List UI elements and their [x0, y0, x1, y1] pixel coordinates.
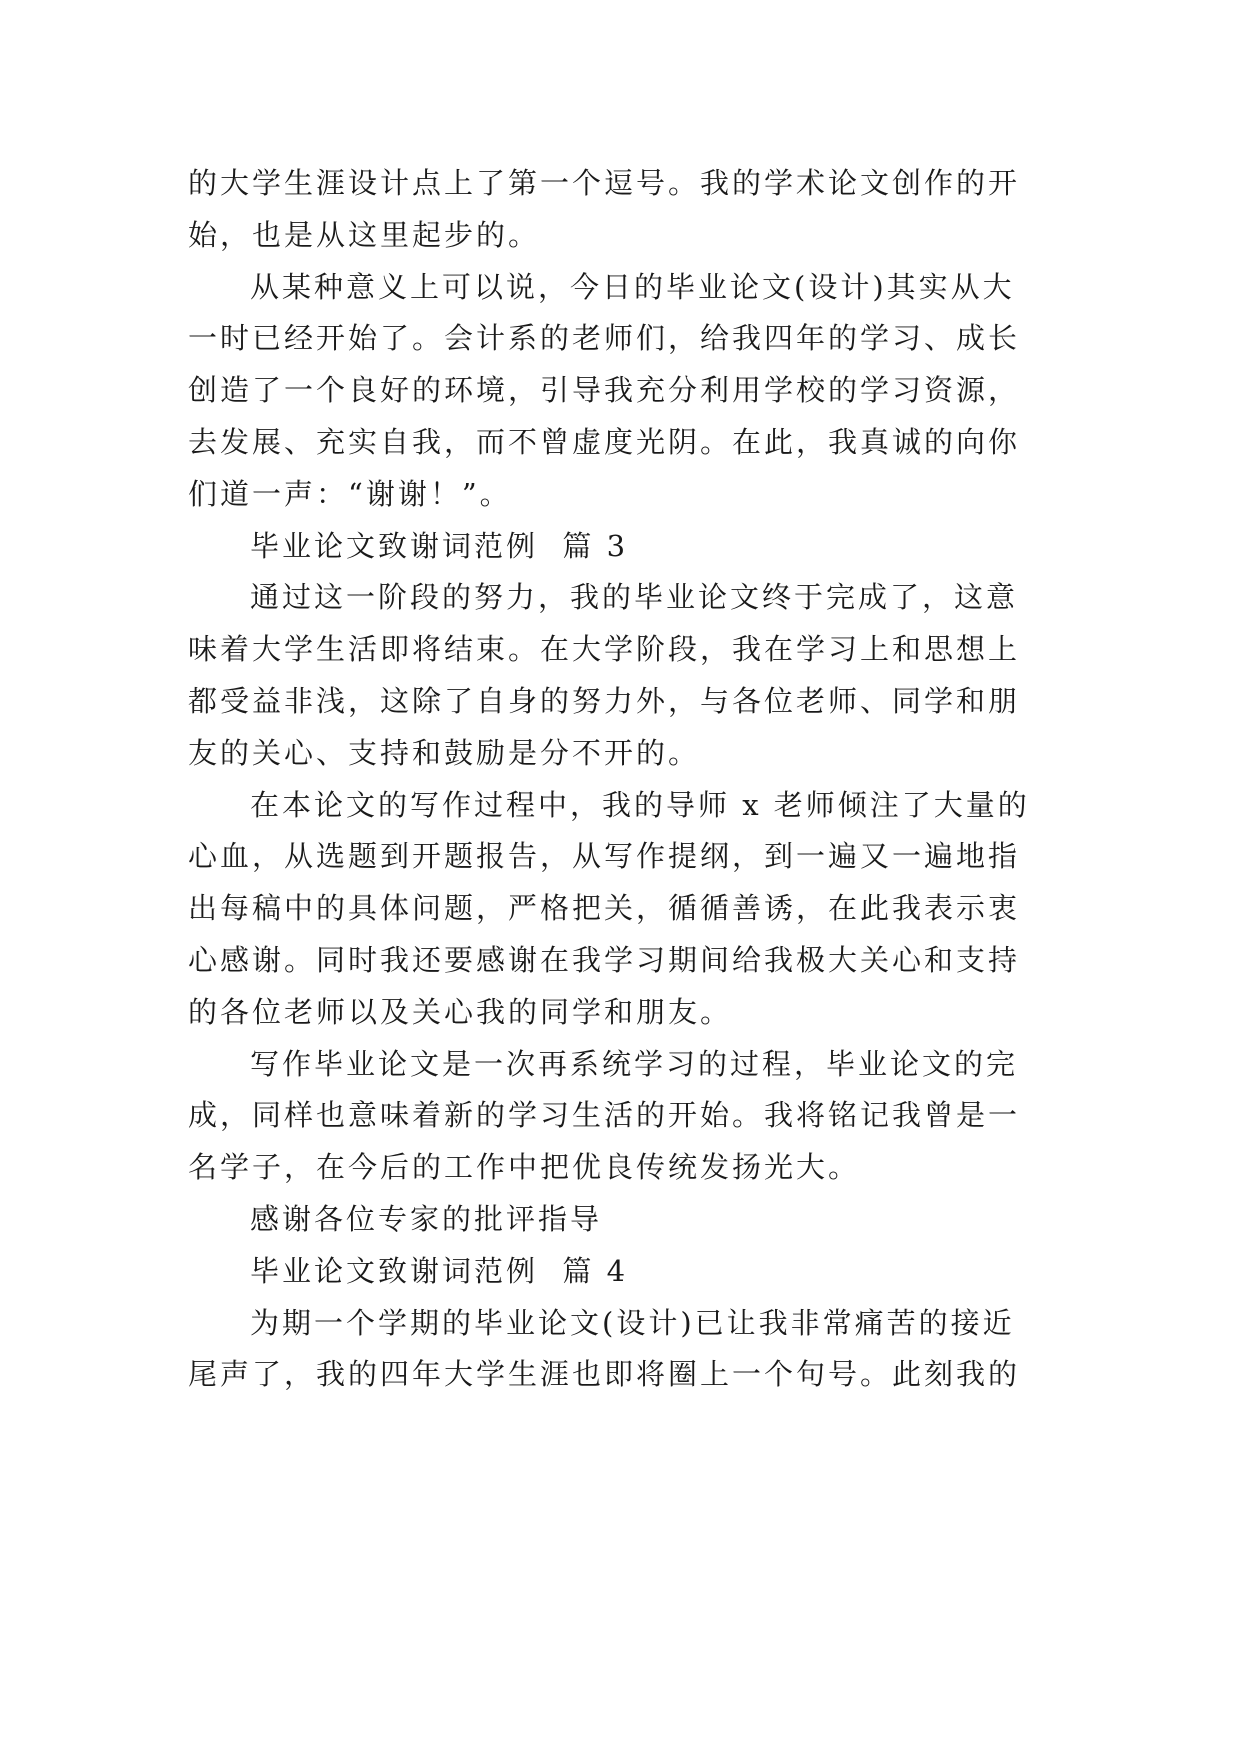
text-line: 的大学生涯设计点上了第一个逗号。我的学术论文创作的开	[188, 166, 1021, 200]
text-line: 友的关心、支持和鼓励是分不开的。	[188, 735, 701, 770]
paragraph	[188, 572, 1058, 779]
text-line: 心感谢。同时我还要感谢在我学习期间给我极大关心和支持	[188, 942, 1021, 977]
paragraph	[188, 780, 1058, 1039]
text-line: 出每稿中的具体问题，严格把关，循循善诱，在此我表示衷	[188, 891, 1021, 926]
text-line: 成，同样也意味着新的学习生活的开始。我将铭记我曾是一	[188, 1098, 1021, 1133]
document-body	[188, 158, 1058, 1401]
paragraph-continued	[188, 158, 1058, 262]
text-line: 去发展、充实自我，而不曾虚度光阴。在此，我真诚的向你	[188, 424, 1021, 459]
text-line: 始，也是从这里起步的。	[188, 217, 541, 252]
text-line: 从某种意义上可以说，今日的毕业论文(设计)其实从大	[250, 269, 1015, 304]
text-line: 味着大学生活即将结束。在大学阶段，我在学习上和思想上	[188, 632, 1021, 667]
text-line: 写作毕业论文是一次再系统学习的过程，毕业论文的完	[250, 1046, 1019, 1081]
text-line: 创造了一个良好的环境，引导我充分利用学校的学习资源，	[188, 373, 1021, 408]
section-heading	[188, 521, 1058, 573]
heading-text: 毕业论文致谢词范例 篇 3	[250, 528, 629, 563]
paragraph	[188, 1194, 1058, 1246]
paragraph	[188, 262, 1058, 521]
text-line: 的各位老师以及关心我的同学和朋友。	[188, 994, 733, 1029]
heading-text: 毕业论文致谢词范例 篇 4	[250, 1253, 629, 1288]
section-heading	[188, 1246, 1058, 1298]
paragraph	[188, 1298, 1058, 1402]
text-line: 为期一个学期的毕业论文(设计)已让我非常痛苦的接近	[250, 1305, 1015, 1340]
text-line: 心血，从选题到开题报告，从写作提纲，到一遍又一遍地指	[188, 839, 1021, 874]
text-line: 在本论文的写作过程中，我的导师 x 老师倾注了大量的	[250, 787, 1030, 822]
text-line: 都受益非浅，这除了自身的努力外，与各位老师、同学和朋	[188, 683, 1021, 718]
paragraph	[188, 1039, 1058, 1194]
text-line: 们道一声：“谢谢！”。	[188, 476, 512, 511]
text-line: 通过这一阶段的努力，我的毕业论文终于完成了，这意	[250, 580, 1019, 615]
text-line: 一时已经开始了。会计系的老师们，给我四年的学习、成长	[188, 321, 1021, 356]
text-line: 感谢各位专家的批评指导	[250, 1201, 603, 1236]
text-line: 尾声了，我的四年大学生涯也即将圈上一个句号。此刻我的	[188, 1357, 1021, 1392]
text-line: 名学子，在今后的工作中把优良传统发扬光大。	[188, 1150, 861, 1185]
